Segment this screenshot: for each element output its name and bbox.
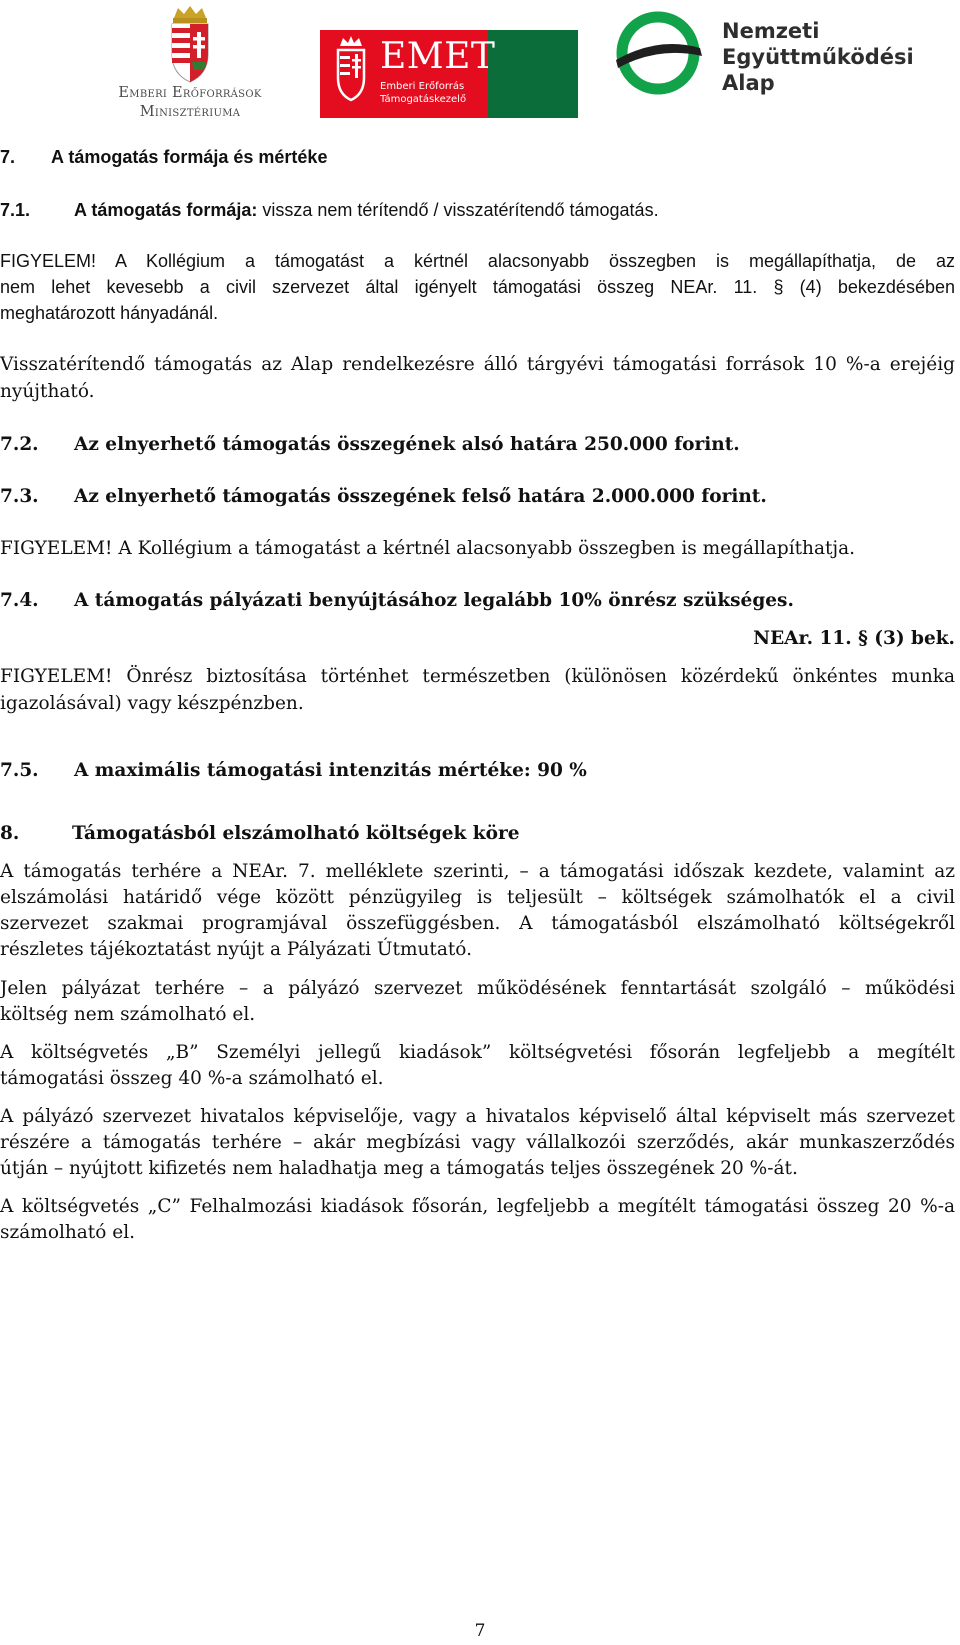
paragraph-1-line-4: részletes tájékoztatást nyújt a Pályázati Útmutató. [0, 939, 473, 960]
warning-2: FIGYELEM! A Kollégium a támogatást a kértnél alacsonyabb összegben is megállapíthatja. [0, 538, 856, 559]
section-7-heading: 7. A támogatás formája és mértéke [0, 147, 328, 167]
paragraph-5-line-1: A költségvetés „C” Felhalmozási kiadások fősorán, legfeljebb a megítélt támogatási összeg 20 %-a [0, 1196, 955, 1217]
point-7-1: 7.1. A támogatás formája: vissza nem térítendő / visszatérítendő támogatás. [0, 200, 659, 220]
emmi-logo-text: Emberi Erőforrások Minisztériuma [118, 85, 262, 120]
emet-logo-title: EMET [380, 36, 496, 77]
paragraph-4-line-1: A pályázó szervezet hivatalos képviselője, vagy a hivatalos képviselő által képviselt más szervezet [0, 1106, 955, 1127]
emet-coat-of-arms-icon [326, 34, 376, 114]
paragraph-2-line-2: költség nem számolható el. [0, 1004, 256, 1025]
section-8-heading: 8. Támogatásból elszámolható költségek köre [0, 823, 520, 844]
page-number: 7 [474, 1621, 486, 1641]
point-7-4: 7.4. A támogatás pályázati benyújtásához legalább 10% önrész szükséges. [0, 590, 794, 611]
warning-1-line-2: nem lehet kevesebb a civil szervezet által igényelt támogatási összeg NEAr. 11. § (4) bekezdésében [0, 277, 955, 297]
paragraph-5-line-2: számolható el. [0, 1222, 136, 1243]
nea-logo [612, 6, 942, 101]
hungarian-coat-of-arms-icon [100, 4, 280, 84]
paragraph-1-line-3: szervezet szakmai programjával összefüggésben. A támogatásból elszámolható költségekről [0, 913, 955, 934]
paragraph-4-line-2: részére a támogatás terhére – akár megbízási vagy vállalkozói szerződés, akár munkaszerződés [0, 1132, 955, 1153]
emet-logo-subtitle: Emberi Erőforrás Támogatáskezelő [380, 81, 467, 105]
emet-logo-green-panel [488, 30, 578, 118]
warning-1-line-1: FIGYELEM! A Kollégium a támogatást a kértnél alacsonyabb összegben is megállapíthatja, de az [0, 251, 955, 271]
nea-logo-text: Nemzeti Együttműködési Alap [722, 19, 914, 95]
paragraph-3-line-2: támogatási összeg 40 %-a számolható el. [0, 1068, 384, 1089]
point-7-2: 7.2. Az elnyerhető támogatás összegének alsó határa 250.000 forint. [0, 434, 740, 455]
nea-ring-icon [612, 6, 712, 101]
paragraph-3-line-1: A költségvetés „B” Személyi jellegű kiadások” költségvetési fősorán legfeljebb a megítélt [0, 1042, 955, 1063]
warning-1-line-3: meghatározott hányadánál. [0, 303, 219, 323]
repayable-support-line-1: Visszatérítendő támogatás az Alap rendelkezésre álló tárgyévi támogatási források 10 %-a erejéig [0, 354, 955, 375]
paragraph-2-line-1: Jelen pályázat terhére – a pályázó szervezet működésének fenntartását szolgáló – működési [0, 978, 955, 999]
point-7-3: 7.3. Az elnyerhető támogatás összegének felső határa 2.000.000 forint. [0, 486, 767, 507]
warning-3-line-1: FIGYELEM! Önrész biztosítása történhet természetben (különösen közérdekű önkéntes munka [0, 666, 955, 687]
page-header [0, 0, 960, 125]
point-7-4-legal-reference: NEAr. 11. § (3) bek. [753, 628, 955, 649]
paragraph-1-line-1: A támogatás terhére a NEAr. 7. melléklete szerinti, – a támogatási időszak kezdete, valamint az [0, 861, 955, 882]
emet-logo [320, 30, 578, 118]
paragraph-4-line-3: útján – nyújtott kifizetés nem haladhatja meg a támogatás teljes összegének 20 %-át. [0, 1158, 798, 1179]
repayable-support-line-2: nyújtható. [0, 381, 95, 402]
point-7-5: 7.5. A maximális támogatási intenzitás mértéke: 90 % [0, 760, 587, 781]
warning-3-line-2: igazolásával) vagy készpénzben. [0, 693, 304, 714]
paragraph-1-line-2: elszámolási határidő vége között pénzügyileg is teljesült – költségek számolhatók el a civil [0, 887, 955, 908]
emmi-logo [100, 4, 280, 122]
